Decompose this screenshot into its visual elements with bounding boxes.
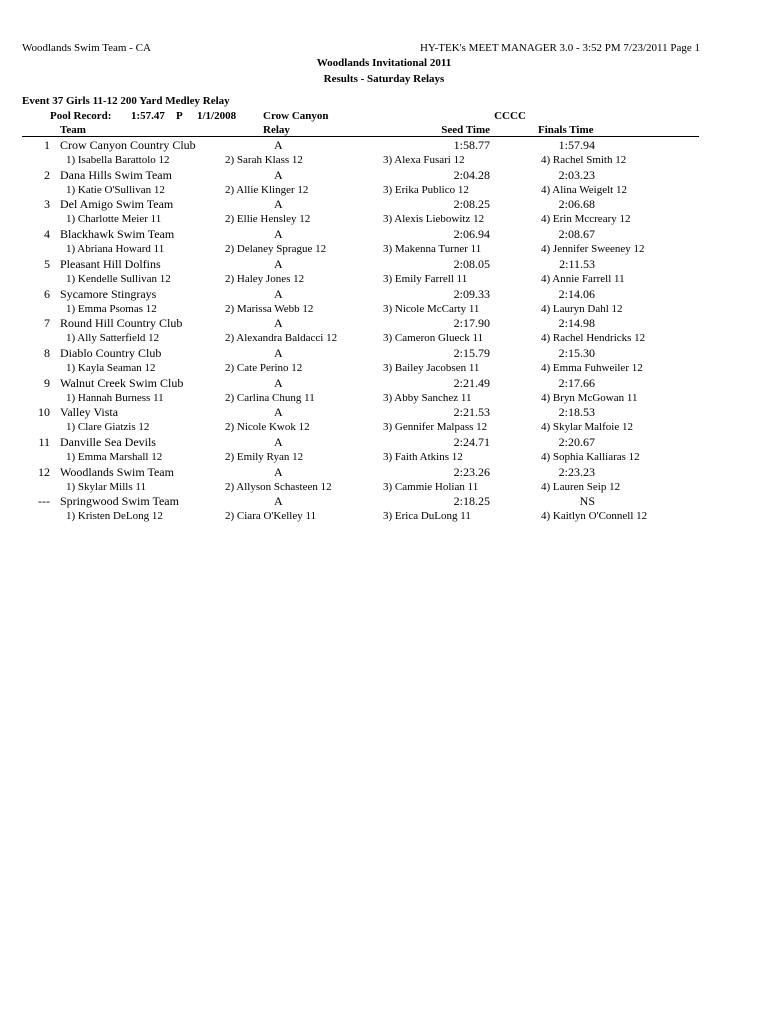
page-subtitle: Results - Saturday Relays	[323, 73, 445, 85]
swimmer-entry: 2) Delaney Sprague 12	[225, 243, 327, 255]
swimmer-entry: 2) Ciara O'Kelley 11	[225, 510, 317, 522]
result-relay: A	[274, 494, 283, 508]
result-place: 6	[44, 287, 50, 301]
result-team: Round Hill Country Club	[60, 316, 183, 330]
result-seed-time: 2:15.79	[453, 346, 490, 360]
swimmer-entry: 2) Nicole Kwok 12	[225, 421, 310, 433]
result-team: Dana Hills Swim Team	[60, 168, 172, 182]
swimmer-entry: 4) Lauren Seip 12	[541, 481, 621, 493]
swimmer-entry: 1) Clare Giatzis 12	[66, 421, 150, 433]
result-team: Sycamore Stingrays	[60, 287, 157, 301]
swimmer-entry: 1) Isabella Barattolo 12	[66, 154, 170, 166]
result-place: 12	[38, 465, 50, 479]
result-team: Blackhawk Swim Team	[60, 227, 175, 241]
page-title: Woodlands Invitational 2011	[316, 57, 452, 69]
result-row	[0, 376, 768, 406]
result-place: 9	[44, 376, 50, 390]
result-row	[0, 316, 768, 346]
result-seed-time: 2:08.05	[453, 257, 490, 271]
result-relay: A	[274, 316, 283, 330]
result-finals-time: 2:06.68	[558, 197, 595, 211]
result-relay: A	[274, 465, 283, 479]
column-header-finals-time: Finals Time	[538, 124, 594, 136]
swimmer-entry: 4) Lauryn Dahl 12	[541, 303, 623, 315]
result-team: Crow Canyon Country Club	[60, 138, 196, 152]
result-team: Springwood Swim Team	[60, 494, 179, 508]
column-header-relay: Relay	[263, 124, 290, 136]
result-finals-time: 2:17.66	[558, 376, 595, 390]
result-seed-time: 2:23.26	[453, 465, 490, 479]
result-team: Woodlands Swim Team	[60, 465, 174, 479]
result-relay: A	[274, 227, 283, 241]
result-finals-time: 2:08.67	[558, 227, 595, 241]
result-row	[0, 227, 768, 257]
result-seed-time: 2:08.25	[453, 197, 490, 211]
swimmer-entry: 1) Kendelle Sullivan 12	[66, 273, 171, 285]
pool-record-flag: P	[176, 110, 183, 122]
result-team: Diablo Country Club	[60, 346, 162, 360]
swimmer-entry: 3) Erica DuLong 11	[383, 510, 471, 522]
result-seed-time: 2:24.71	[453, 435, 490, 449]
pool-record-code: CCCC	[494, 110, 526, 122]
header-rule	[22, 136, 699, 137]
result-relay: A	[274, 168, 283, 182]
result-relay: A	[274, 257, 283, 271]
result-place: 8	[44, 346, 50, 360]
swimmer-entry: 4) Emma Fuhweiler 12	[541, 362, 643, 374]
result-row	[0, 346, 768, 376]
result-place: 5	[44, 257, 50, 271]
pool-record-date: 1/1/2008	[197, 110, 237, 122]
swimmer-entry: 1) Emma Marshall 12	[66, 451, 163, 463]
result-seed-time: 2:04.28	[453, 168, 490, 182]
result-row	[0, 435, 768, 465]
swimmer-entry: 2) Allyson Schasteen 12	[225, 481, 332, 493]
result-finals-time: 2:23.23	[558, 465, 595, 479]
swimmer-entry: 2) Emily Ryan 12	[225, 451, 304, 463]
column-header-team: Team	[60, 124, 86, 136]
pool-record-label: Pool Record:	[50, 110, 112, 122]
result-relay: A	[274, 138, 283, 152]
swimmer-entry: 1) Abriana Howard 11	[66, 243, 165, 255]
swimmer-entry: 4) Bryn McGowan 11	[541, 392, 638, 404]
result-place: ---	[38, 494, 50, 508]
swimmer-entry: 4) Rachel Hendricks 12	[541, 332, 646, 344]
event-title: Event 37 Girls 11-12 200 Yard Medley Relay	[22, 95, 230, 107]
swimmer-entry: 3) Nicole McCarty 11	[383, 303, 480, 315]
swimmer-entry: 1) Skylar Mills 11	[66, 481, 146, 493]
result-seed-time: 1:58.77	[453, 138, 490, 152]
result-relay: A	[274, 346, 283, 360]
swimmer-entry: 3) Makenna Turner 11	[383, 243, 482, 255]
result-row	[0, 168, 768, 198]
swimmer-entry: 2) Sarah Klass 12	[225, 154, 303, 166]
result-row	[0, 257, 768, 287]
result-finals-time: 2:18.53	[558, 405, 595, 419]
swimmer-entry: 2) Marissa Webb 12	[225, 303, 314, 315]
result-finals-time: 1:57.94	[558, 138, 595, 152]
swimmer-entry: 2) Ellie Hensley 12	[225, 213, 311, 225]
swimmer-entry: 2) Alexandra Baldacci 12	[225, 332, 338, 344]
swimmer-entry: 4) Sophia Kalliaras 12	[541, 451, 640, 463]
swimmer-entry: 4) Erin Mccreary 12	[541, 213, 631, 225]
swimmer-entry: 3) Cammie Holian 11	[383, 481, 479, 493]
result-place: 4	[44, 227, 50, 241]
result-place: 2	[44, 168, 50, 182]
swimmer-entry: 1) Hannah Burness 11	[66, 392, 164, 404]
result-row	[0, 465, 768, 495]
swimmer-entry: 3) Bailey Jacobsen 11	[383, 362, 480, 374]
swimmer-entry: 4) Skylar Malfoie 12	[541, 421, 633, 433]
swimmer-entry: 3) Alexa Fusari 12	[383, 154, 465, 166]
swimmer-entry: 3) Gennifer Malpass 12	[383, 421, 488, 433]
pool-record-holder: Crow Canyon	[263, 110, 329, 122]
result-relay: A	[274, 287, 283, 301]
swimmer-entry: 1) Emma Psomas 12	[66, 303, 157, 315]
result-row	[0, 287, 768, 317]
swimmer-entry: 2) Carlina Chung 11	[225, 392, 315, 404]
result-row	[0, 494, 768, 524]
result-seed-time: 2:18.25	[453, 494, 490, 508]
header-left: Woodlands Swim Team - CA	[22, 42, 151, 54]
result-place: 7	[44, 316, 50, 330]
swimmer-entry: 4) Jennifer Sweeney 12	[541, 243, 645, 255]
swimmer-entry: 2) Allie Klinger 12	[225, 184, 309, 196]
result-relay: A	[274, 405, 283, 419]
result-team: Danville Sea Devils	[60, 435, 156, 449]
result-finals-time: 2:03.23	[558, 168, 595, 182]
result-place: 10	[38, 405, 50, 419]
result-finals-time: 2:14.06	[558, 287, 595, 301]
swimmer-entry: 4) Alina Weigelt 12	[541, 184, 627, 196]
result-seed-time: 2:17.90	[453, 316, 490, 330]
pool-record-time: 1:57.47	[131, 110, 165, 122]
result-finals-time: 2:11.53	[559, 257, 595, 271]
result-finals-time: NS	[579, 494, 595, 508]
result-place: 11	[38, 435, 50, 449]
result-team: Pleasant Hill Dolfins	[60, 257, 161, 271]
swimmer-entry: 2) Haley Jones 12	[225, 273, 305, 285]
result-place: 3	[44, 197, 50, 211]
result-row	[0, 197, 768, 227]
swimmer-entry: 4) Kaitlyn O'Connell 12	[541, 510, 648, 522]
result-relay: A	[274, 376, 283, 390]
swimmer-entry: 3) Faith Atkins 12	[383, 451, 463, 463]
result-finals-time: 2:20.67	[558, 435, 595, 449]
result-seed-time: 2:06.94	[453, 227, 490, 241]
result-finals-time: 2:14.98	[558, 316, 595, 330]
swimmer-entry: 1) Katie O'Sullivan 12	[66, 184, 165, 196]
result-relay: A	[274, 435, 283, 449]
result-team: Del Amigo Swim Team	[60, 197, 174, 211]
result-place: 1	[44, 138, 50, 152]
swimmer-entry: 3) Abby Sanchez 11	[383, 392, 472, 404]
header-right: HY-TEK's MEET MANAGER 3.0 - 3:52 PM 7/23/2011 Page 1	[419, 42, 700, 54]
result-seed-time: 2:09.33	[453, 287, 490, 301]
result-team: Valley Vista	[60, 405, 119, 419]
column-header-seed-time: Seed Time	[441, 124, 490, 136]
swimmer-entry: 4) Rachel Smith 12	[541, 154, 627, 166]
result-finals-time: 2:15.30	[558, 346, 595, 360]
swimmer-entry: 1) Charlotte Meier 11	[66, 213, 162, 225]
swimmer-entry: 3) Emily Farrell 11	[383, 273, 468, 285]
result-seed-time: 2:21.53	[453, 405, 490, 419]
result-seed-time: 2:21.49	[453, 376, 490, 390]
result-row	[0, 138, 768, 168]
swimmer-entry: 1) Kayla Seaman 12	[66, 362, 156, 374]
swimmer-entry: 2) Cate Perino 12	[225, 362, 303, 374]
swimmer-entry: 4) Annie Farrell 11	[541, 273, 625, 285]
swimmer-entry: 3) Alexis Liebowitz 12	[383, 213, 485, 225]
swimmer-entry: 3) Erika Publico 12	[383, 184, 469, 196]
result-team: Walnut Creek Swim Club	[60, 376, 184, 390]
result-relay: A	[274, 197, 283, 211]
swimmer-entry: 3) Cameron Glueck 11	[383, 332, 484, 344]
swimmer-entry: 1) Kristen DeLong 12	[66, 510, 163, 522]
swimmer-entry: 1) Ally Satterfield 12	[66, 332, 160, 344]
result-row	[0, 405, 768, 435]
